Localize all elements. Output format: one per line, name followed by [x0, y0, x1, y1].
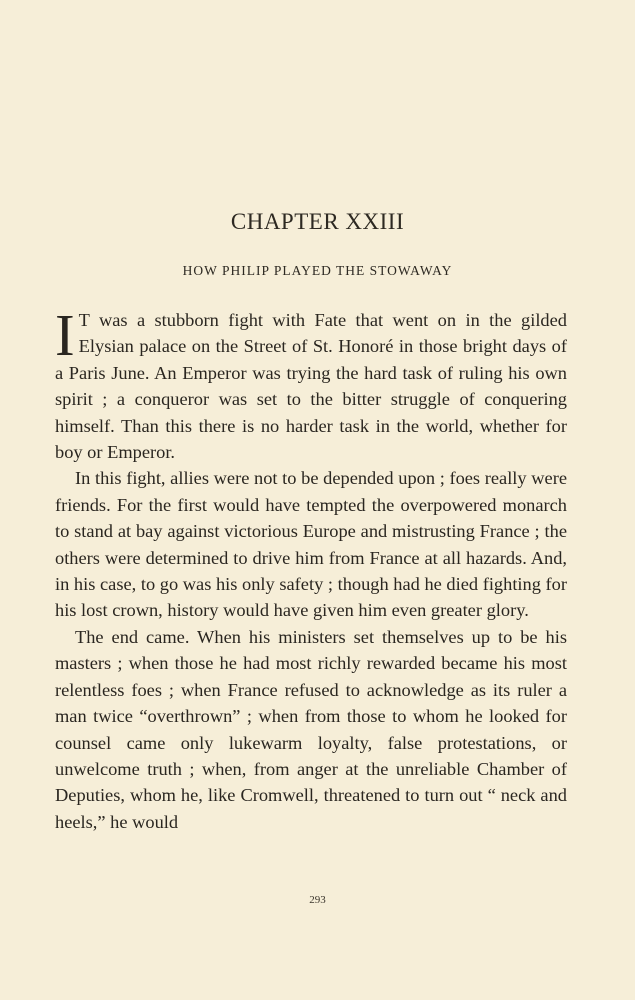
paragraph-1	[55, 302, 567, 465]
chapter-title: HOW PHILIP PLAYED THE STOWAWAY	[182, 263, 453, 278]
drop-cap: I	[55, 302, 75, 368]
body-text	[55, 302, 567, 835]
paragraph-3: The end came. When his ministers set themselves up to be his masters ; when those he had most richly rewarded became his most relentless foes ; when France refused to acknowledge as its ruler a man twice “overthrown” ; when from those to whom he looked for counsel came only lukewarm loyalty, false protestations, or unwelcome truth ; when, from anger at the unreliable Chamber of Deputies, whom he, like Cromwell, threatened to turn out “ neck and heels,” he would	[55, 626, 567, 832]
chapter-heading: CHAPTER XXIII	[230, 209, 405, 234]
page-number: 293	[309, 894, 326, 906]
paragraph-1-text: T was a stubborn fight with Fate that went on in the gilded Elysian palace on the Street of St. Honoré in those bright days of a Paris June. An Emperor was trying the hard task of ruling his own spirit ; a conqueror was set to the bitter struggle of conquering himself. Than this there is no harder task in the world, whether for boy or Emperor.	[55, 310, 567, 463]
paragraph-2: In this fight, allies were not to be depended upon ; foes really were friends. For the first would have tempted the overpowered monarch to stand at bay against victorious Europe and mistrusting France ; the others were determined to drive him from France at all hazards. And, in his case, to go was his only safety ; though had he died fighting for his lost crown, history would have given him even greater glory.	[55, 468, 567, 621]
